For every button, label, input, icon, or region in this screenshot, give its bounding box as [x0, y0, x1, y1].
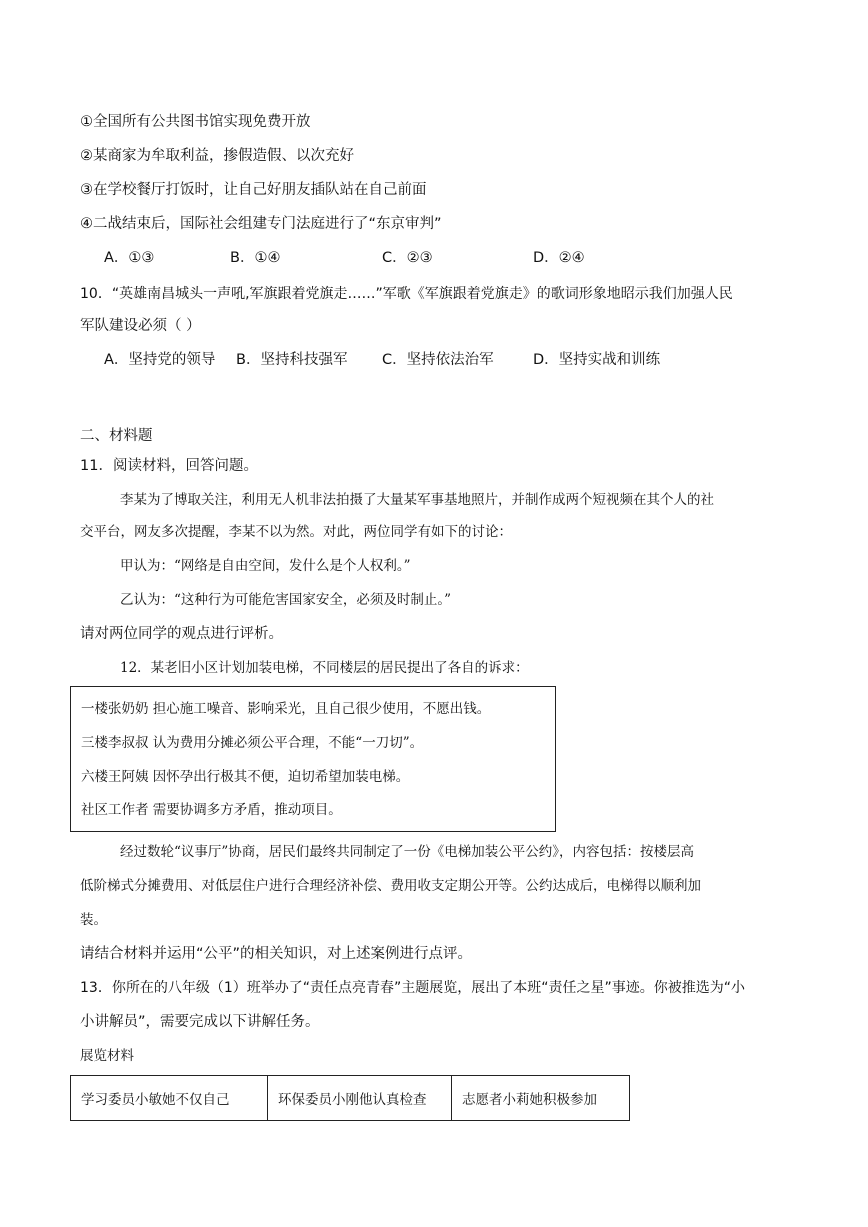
q9-item-1: ①全国所有公共图书馆实现免费开放: [80, 114, 311, 130]
q12-after-line3: 装。: [80, 912, 107, 928]
q13-exhibit-table: [70, 1075, 630, 1121]
q10-stem-line1: 10．“英雄南昌城头一声吼,军旗跟着党旗走……”军歌《军旗跟着党旗走》的歌词形象地昭示我们加强人民: [80, 286, 733, 302]
q11-yi-opinion: 乙认为：“这种行为可能危害国家安全，必须及时制止。”: [120, 592, 452, 608]
q12-box-line-2: 三楼李叔叔 认为费用分摊必须公平合理，不能“一刀切”。: [81, 735, 424, 751]
q11-jia-opinion: 甲认为：“网络是自由空间，发什么是个人权利。”: [120, 558, 411, 574]
q10-option-d: D．坚持实战和训练: [533, 352, 661, 368]
section-title: 二、材料题: [80, 428, 153, 444]
q12-question: 请结合材料并运用“公平”的相关知识，对上述案例进行点评。: [80, 946, 473, 962]
q13-table-cell-3: 志愿者小莉她积极参加: [451, 1076, 629, 1120]
q9-option-b: B．①④: [230, 250, 281, 266]
q12-box-line-4: 社区工作者 需要协调多方矛盾，推动项目。: [81, 802, 342, 818]
q10-stem-line2: 军队建设必须（ ）: [80, 318, 201, 334]
q9-item-3: ③在学校餐厅打饭时，让自己好朋友插队站在自己前面: [80, 182, 427, 198]
q11-stem: 11．阅读材料，回答问题。: [80, 458, 258, 474]
q9-option-d: D．②④: [533, 250, 585, 266]
q12-box-line-3: 六楼王阿姨 因怀孕出行极其不便，迫切希望加装电梯。: [81, 769, 410, 785]
q9-item-2: ②某商家为牟取利益，掺假造假、以次充好: [80, 148, 354, 164]
q13-stem-line1: 13．你所在的八年级（1）班举办了“责任点亮青春”主题展览，展出了本班“责任之星”事迹。你被推选为“小: [80, 980, 745, 996]
q12-box-line-1: 一楼张奶奶 担心施工噪音、影响采光，且自己很少使用，不愿出钱。: [81, 701, 491, 717]
q11-material-line2: 交平台，网友多次提醒，李某不以为然。对此，两位同学有如下的讨论：: [80, 524, 512, 540]
q12-stem: 12．某老旧小区计划加装电梯，不同楼层的居民提出了各自的诉求：: [120, 660, 529, 676]
q12-after-line2: 低阶梯式分摊费用、对低层住户进行合理经济补偿、费用收支定期公开等。公约达成后，电梯得以顺利加: [80, 878, 701, 894]
q12-residents-box: [70, 686, 556, 832]
q12-after-line1: 经过数轮“议事厅”协商，居民们最终共同制定了一份《电梯加装公平公约》，内容包括：按楼层高: [120, 844, 695, 860]
q10-option-c: C．坚持依法治军: [382, 352, 494, 368]
q13-exhibit-label: 展览材料: [80, 1048, 134, 1064]
q9-item-4: ④二战结束后，国际社会组建专门法庭进行了“东京审判”: [80, 216, 442, 232]
q10-option-b: B．坚持科技强军: [236, 352, 348, 368]
q10-option-a: A．坚持党的领导: [104, 352, 216, 368]
q9-option-a: A．①③: [104, 250, 155, 266]
q13-table-cell-1: 学习委员小敏她不仅自己: [81, 1092, 230, 1108]
q13-stem-line2: 小讲解员”，需要完成以下讲解任务。: [80, 1014, 320, 1030]
q13-table-cell-2: 环保委员小刚他认真检查: [267, 1076, 451, 1120]
q11-question: 请对两位同学的观点进行评析。: [80, 626, 283, 642]
q11-material-line1: 李某为了博取关注，利用无人机非法拍摄了大量某军事基地照片，并制作成两个短视频在其个人的社: [120, 492, 714, 508]
q9-option-c: C．②③: [382, 250, 433, 266]
